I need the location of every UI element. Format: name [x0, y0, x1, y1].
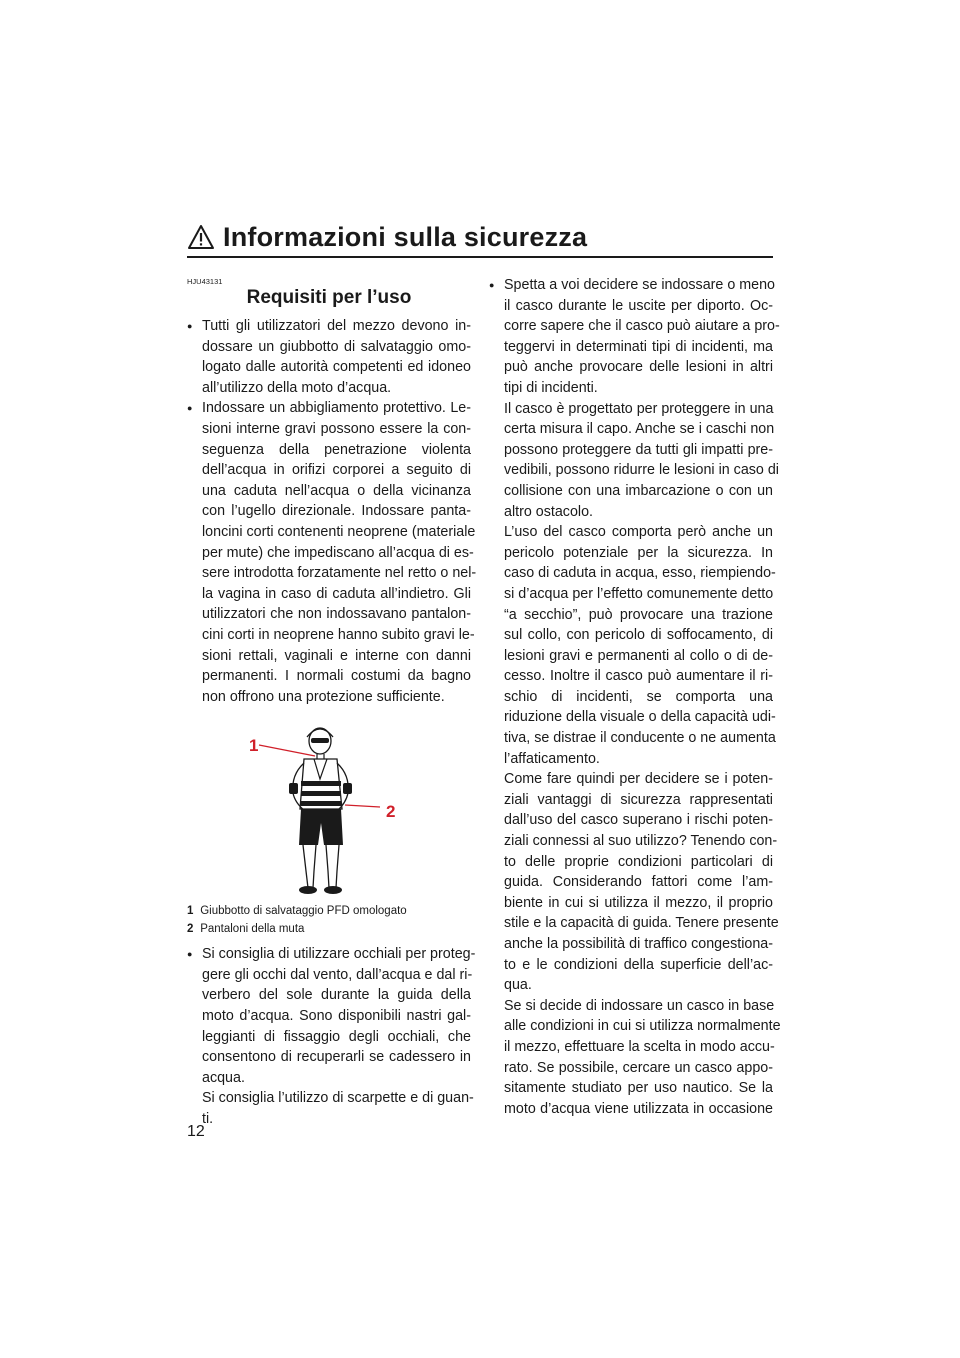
warning-triangle-icon — [187, 224, 215, 250]
text-line: il mezzo, effettuare la scelta in modo accu- — [504, 1038, 775, 1055]
page-number: 12 — [187, 1123, 205, 1140]
text-line: rato. Se possibile, cercare un casco appo- — [504, 1059, 773, 1076]
text-line: to e le condizioni della superficie dell’ac- — [504, 956, 773, 973]
text-line: sul collo, con pericolo di soffocamento, di — [504, 627, 773, 644]
text-line: tiva, se distrae il conducente o ne aumenta — [504, 730, 776, 747]
text-line: l’affaticamento. — [504, 750, 600, 767]
text-line: stile e la capacità di guida. Tenere presente — [504, 915, 779, 932]
text-line: con l’ugello direzionale. Indossare panta- — [202, 503, 471, 520]
left-column — [187, 275, 477, 1130]
text-line: utilizzatori che non indossavano pantalon- — [202, 606, 471, 623]
text-line: schio di incidenti, se comporta una — [504, 688, 773, 705]
section-code: HJU43131 — [187, 277, 223, 286]
header-title: Informazioni sulla sicurezza — [223, 222, 588, 252]
text-line: ti. — [202, 1111, 214, 1128]
text-line: Il casco è progettato per proteggere in una — [504, 400, 774, 417]
page-header — [187, 222, 773, 258]
figure-captions — [187, 902, 471, 938]
text-line: vedibili, possono ridurre le lesioni in caso di — [504, 462, 779, 479]
text-line: una caduta nell’acqua o della vicinanza — [202, 482, 471, 499]
text-line: lesioni gravi e permanenti al collo o di de- — [504, 647, 773, 664]
text-line: collisione con una imbarcazione o con un — [504, 482, 773, 499]
header-rule — [187, 256, 773, 258]
bullet-item-helmet — [489, 275, 781, 1119]
text-line: ● Spetta a voi decidere se indossare o meno — [504, 277, 776, 293]
bullet-item-goggles — [187, 944, 476, 1129]
text-line: verbero del sole durante la guida della — [202, 987, 471, 1004]
text-line: dall’uso del casco superano i rischi poten- — [504, 812, 773, 829]
text-line: consentono di recuperarli se cadessero in — [202, 1049, 471, 1066]
rider-illustration — [187, 723, 471, 898]
text-line: anche la possibilità di traffico congestiona- — [504, 936, 773, 952]
figure-rider-gear — [187, 723, 471, 898]
text-line: la vagina in caso di caduta all’indietro. Gli — [202, 585, 471, 602]
text-line: possono proteggere da tutti gli impatti pre- — [504, 441, 773, 458]
text-line: il casco durante le uscite per diporto. Oc- — [504, 297, 773, 314]
text-line: si d’acqua per l’effetto comunemente detto — [504, 585, 774, 602]
caption-text: Giubbotto di salvataggio PFD omologato — [200, 905, 407, 918]
text-line: altro ostacolo. — [504, 503, 594, 520]
text-line: Si consiglia l’utilizzo di scarpette e di guan- — [202, 1090, 474, 1107]
text-line: guida. Considerando fattori come l’am- — [504, 874, 773, 891]
text-line: loncini corti contenenti neoprene (materiale — [202, 523, 476, 540]
text-line: seguenza della penetrazione violenta — [202, 441, 471, 458]
caption-number: 2 — [187, 923, 194, 936]
text-line: corre sapere che il casco può aiutare a pro- — [504, 318, 780, 335]
text-line: logato dalle autorità competenti ed idoneo — [202, 359, 471, 376]
text-line: sere introdotta forzatamente nel retto o nel- — [202, 565, 477, 582]
text-line: acqua. — [202, 1069, 245, 1086]
text-line: tipi di incidenti. — [504, 379, 598, 396]
text-line: ziali vantaggi di sicurezza rappresentati — [504, 791, 773, 808]
bullet-item-life-jacket — [187, 316, 471, 398]
text-line: non offrono una protezione sufficiente. — [202, 688, 445, 705]
text-line: sioni rettali, vaginali e interne con danni — [202, 647, 471, 664]
text-line: all’utilizzo della moto d’acqua. — [202, 379, 392, 396]
text-line: pericolo potenziale per la sicurezza. In — [504, 544, 773, 561]
caption-item — [187, 902, 471, 920]
text-line: permanenti. I normali costumi da bagno — [202, 668, 471, 685]
text-line: può anche provocare delle lesioni in altri — [504, 359, 773, 376]
bullet-item-protective-clothing — [187, 398, 477, 707]
caption-text: Pantaloni della muta — [200, 923, 305, 936]
text-line: moto d’acqua viene utilizzata in occasione — [504, 1100, 773, 1117]
callout-2: 2 — [386, 802, 396, 822]
text-line: certa misura il capo. Anche se i caschi non — [504, 421, 775, 438]
text-line: Se si decide di indossare un casco in base — [504, 997, 775, 1014]
text-line: leggianti di fissaggio degli occhiali, che — [202, 1028, 471, 1045]
text-line: riduzione della visuale o della capacità udi- — [504, 709, 776, 726]
caption-item — [187, 920, 471, 938]
text-line: moto d’acqua. Sono disponibili nastri gal- — [202, 1008, 471, 1025]
text-line: teggervi in determinati tipi di incidenti, ma — [504, 338, 773, 355]
text-line: Come fare quindi per decidere se i poten- — [504, 771, 773, 788]
text-line: dossare un giubbotto di salvataggio omo- — [202, 338, 471, 355]
text-line: gere gli occhi dal vento, dall’acqua e dal ri- — [202, 966, 473, 983]
text-line: ● Tutti gli utilizzatori del mezzo devono in- — [202, 318, 471, 334]
text-line: alle condizioni in cui si utilizza normalmente — [504, 1018, 781, 1035]
text-line: sioni interne gravi possono essere la con- — [202, 420, 471, 437]
callout-1: 1 — [249, 736, 259, 756]
text-line: ziali connessi al suo utilizzo? Tenendo con- — [504, 833, 778, 850]
text-line: caso di caduta in acqua, esso, riempiendo- — [504, 565, 776, 582]
text-line: “a secchio”, può provocare una trazione — [504, 606, 773, 623]
text-line: biente in cui si utilizza il mezzo, il proprio — [504, 894, 773, 911]
text-line: qua. — [504, 977, 532, 994]
right-column — [489, 275, 781, 1119]
text-line: ● Indossare un abbigliamento protettivo. Le- — [202, 400, 471, 417]
text-line: dell’acqua in orifizi corporei a seguito di — [202, 462, 471, 479]
section-title: Requisiti per l’uso — [246, 287, 412, 308]
text-line: L’uso del casco comporta però anche un — [504, 524, 773, 541]
text-line: cesso. Inoltre il casco può aumentare il ri- — [504, 668, 773, 685]
caption-number: 1 — [187, 905, 194, 918]
text-line: ● Si consiglia di utilizzare occhiali per proteg- — [202, 946, 476, 963]
text-line: per mute) che impediscano all’acqua di es- — [202, 544, 474, 561]
text-line: to delle proprie condizioni particolari di — [504, 853, 773, 870]
text-line: sitamente studiato per uso nautico. Se la — [504, 1080, 773, 1097]
text-line: cini corti in neoprene hanno subito gravi le- — [202, 626, 475, 643]
